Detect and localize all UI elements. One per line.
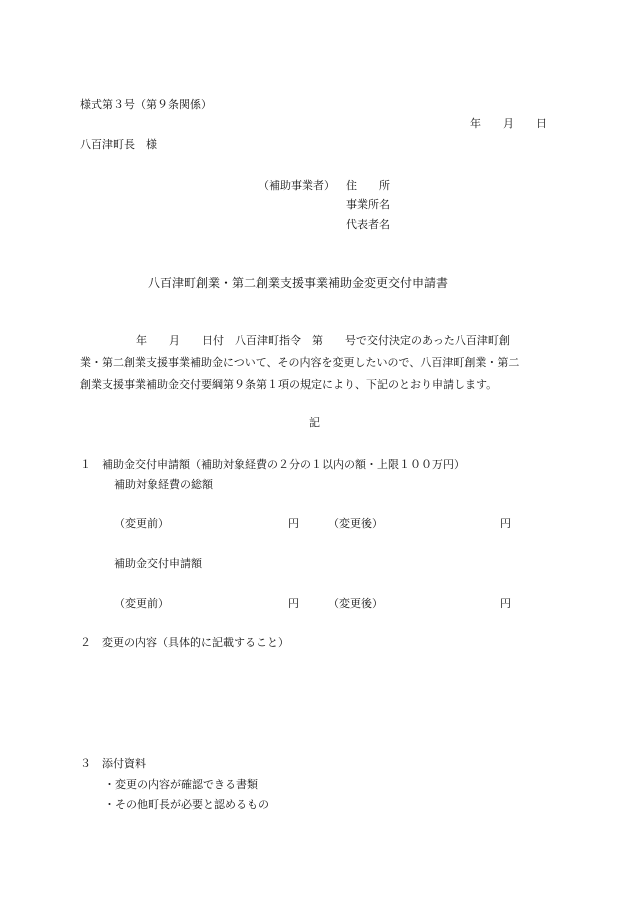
yen-unit: 円 [500,597,511,610]
ki-label: 記 [309,416,320,429]
section1-number: １ [80,458,91,471]
after-label: （変更後） [328,517,383,530]
document-title: 八百津町創業・第二創業支援事業補助金変更交付申請書 [148,276,449,290]
attachment-item: ・その他町長が必要と認めるもの [104,798,269,811]
yen-unit: 円 [500,517,511,530]
apply-amount-label: 補助金交付申請額 [114,557,202,570]
section1-heading: 補助金交付申請額（補助対象経費の２分の１以内の額・上限１００万円） [102,458,465,471]
yen-unit: 円 [288,597,299,610]
section2-number: ２ [80,636,91,649]
applicant-representative-label: 代表者名 [346,218,390,231]
body-line-2: 業・第二創業支援事業補助金について、その内容を変更したいので、八百津町創業・第二 [80,356,520,369]
form-number: 様式第３号（第９条関係） [80,98,212,111]
applicant-office-label: 事業所名 [346,198,390,211]
attachment-item: ・変更の内容が確認できる書類 [104,778,258,791]
date-line: 年 月 日 [470,117,547,130]
total-cost-label: 補助対象経費の総額 [114,478,213,491]
section3-number: ３ [80,757,91,770]
applicant-address-label: 住 所 [346,179,390,192]
applicant-role-label: （補助事業者） [258,179,335,192]
body-line-1: 年 月 日付 八百津町指令 第 号で交付決定のあった八百津町創 [136,334,510,347]
before-label: （変更前） [114,517,169,530]
addressee: 八百津町長 様 [80,138,157,151]
body-paragraph [80,330,552,396]
before-label: （変更前） [114,597,169,610]
section3-heading: 添付資料 [102,757,146,770]
section2-heading: 変更の内容（具体的に記載すること） [102,636,289,649]
yen-unit: 円 [288,517,299,530]
body-line-3: 創業支援事業補助金交付要綱第９条第１項の規定により、下記のとおり申請します。 [80,378,498,391]
after-label: （変更後） [328,597,383,610]
